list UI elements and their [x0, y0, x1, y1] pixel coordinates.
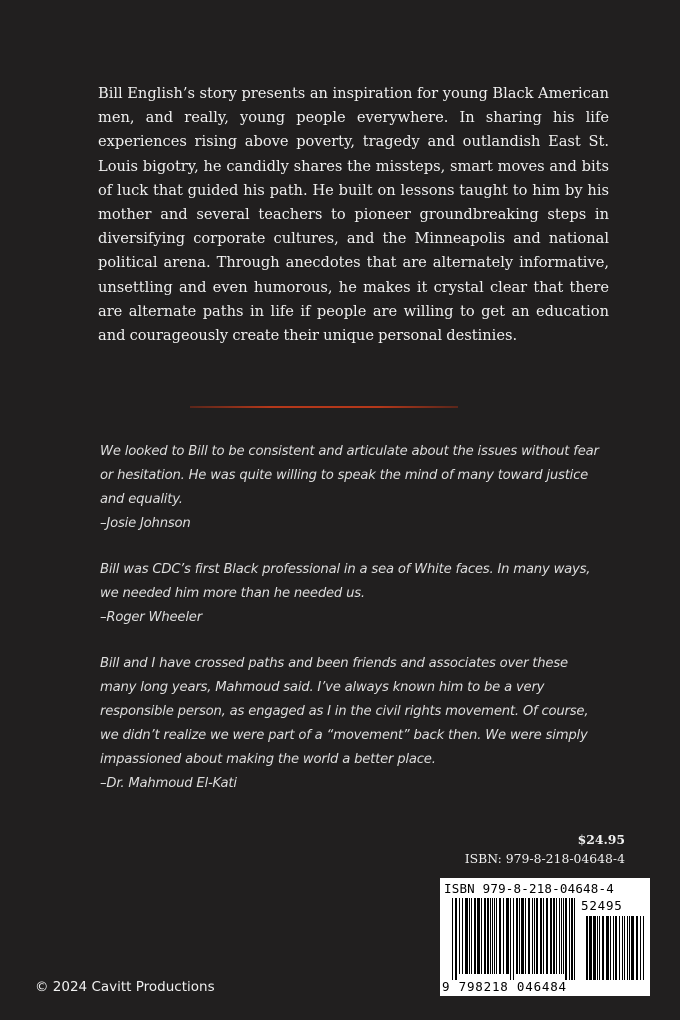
book-blurb: Bill English’s story presents an inspiration for young Black American men, and really, young people everywhere. In sharing his life experiences rising above poverty, tragedy and outlandish East St. Louis bigotry, he candidly shares the missteps, smart moves and bits of luck that guided his path. He built on lessons taught to him by his mother and several teachers to pioneer groundbreaking steps in diversifying corporate cultures, and the Minneapolis and national political arena. Through anecdotes that are alternately informative, unsettling and even humorous, he makes it crystal clear that there are alternate paths in life if people are willing to get an education and courageously create their unique personal destinies.	[98, 85, 609, 345]
barcode-digits: 9 798218 046484	[442, 979, 567, 994]
testimonial-quote	[100, 652, 600, 796]
isbn-barcode	[440, 878, 650, 996]
quote-author: –Roger Wheeler	[100, 610, 202, 625]
testimonial-quote	[100, 558, 600, 630]
quote-text: Bill was CDC’s first Black professional in a sea of White faces. In many ways, we needed him more than he needed us.	[100, 562, 591, 601]
barcode-supplement-digits: 52495	[581, 898, 623, 913]
isbn-label: ISBN: 979-8-218-04648-4	[464, 851, 625, 866]
quote-author: –Josie Johnson	[100, 516, 191, 531]
quote-text: Bill and I have crossed paths and been friends and associates over these many long years, Mahmoud said. I’ve always known him to be a very responsible person, as engaged as I in the civil rights movement. Of course, we didn’t realize we were part of a “movement” back then. We were simply impassioned about making the world a better place.	[100, 656, 589, 767]
barcode-isbn-text: ISBN 979-8-218-04648-4	[444, 881, 614, 896]
quote-author: –Dr. Mahmoud El-Kati	[100, 776, 237, 791]
quote-text: We looked to Bill to be consistent and articulate about the issues without fear or hesitation. He was quite willing to speak the mind of many toward justice and equality.	[100, 444, 599, 507]
testimonial-quote	[100, 440, 600, 536]
decorative-divider	[190, 406, 458, 408]
copyright-notice: © 2024 Cavitt Productions	[35, 979, 215, 995]
price-label: $24.95	[577, 832, 625, 847]
